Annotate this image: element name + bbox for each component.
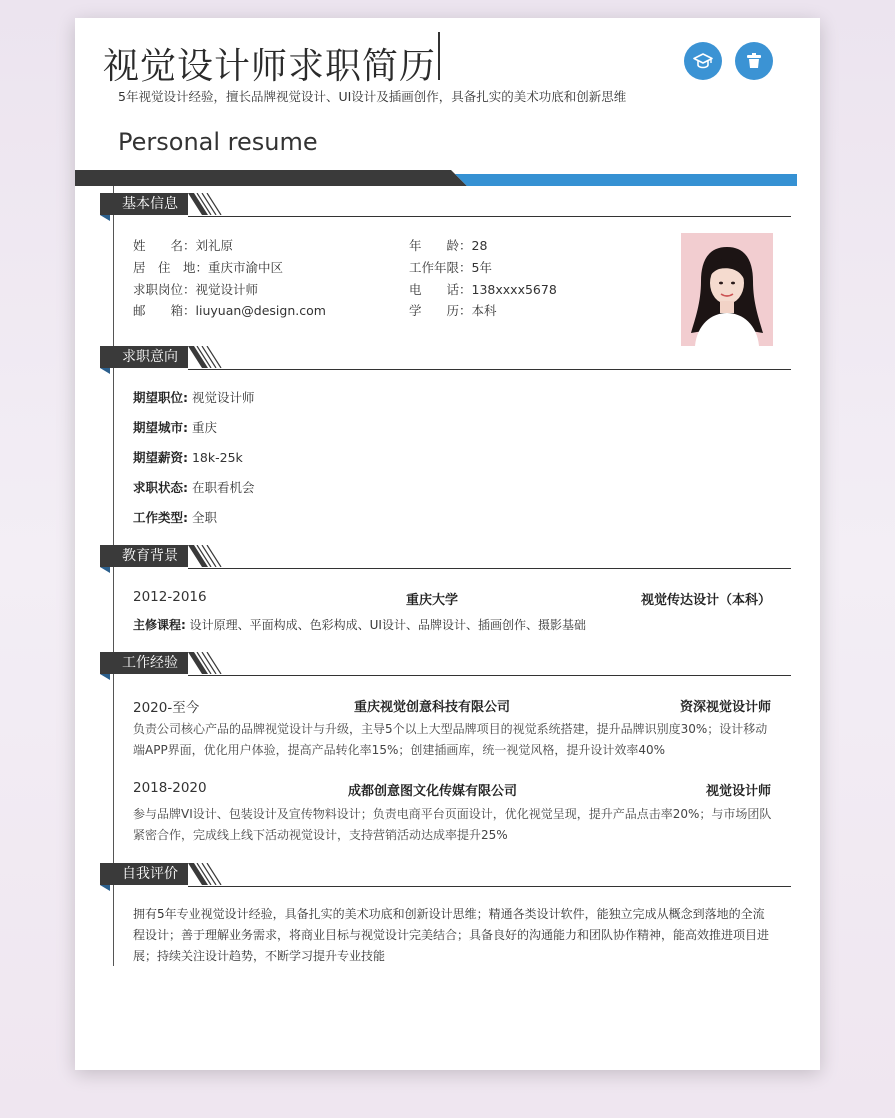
work-role: 资深视觉设计师	[680, 700, 772, 715]
section-title: 工作经验	[100, 652, 188, 674]
field-value: 重庆市渝中区	[208, 260, 284, 275]
intent-row	[133, 448, 243, 466]
field-label: 主修课程:	[133, 618, 186, 632]
edu-courses-row	[133, 616, 586, 633]
field-label: 工作类型:	[133, 510, 188, 525]
field-value: 本科	[471, 303, 497, 318]
field-value: 在职看机会	[191, 480, 255, 495]
section-rule	[188, 568, 791, 569]
section-title: 自我评价	[100, 863, 188, 885]
section-stripes	[188, 545, 228, 567]
work-period: 2020-至今	[133, 700, 200, 716]
field-value: 设计原理、平面构成、色彩构成、UI设计、品牌设计、插画创作、摄影基础	[189, 618, 586, 632]
field-value: 28	[471, 238, 488, 253]
work-period: 2018-2020	[133, 780, 207, 796]
basic-position-row	[133, 280, 258, 298]
field-value: 18k-25k	[191, 450, 243, 465]
resume-title: 视觉设计师求职简历	[103, 46, 437, 87]
section-stripes	[188, 346, 228, 368]
intent-row	[133, 388, 255, 406]
profile-photo	[681, 233, 773, 346]
edu-major: 视觉传达设计（本科）	[641, 593, 772, 608]
work-company: 成都创意图文化传媒有限公司	[348, 784, 518, 799]
field-label: 邮 箱：	[133, 303, 196, 318]
intent-row	[133, 478, 255, 496]
field-value: liuyuan@design.com	[195, 303, 326, 318]
field-label: 姓 名：	[133, 238, 196, 253]
graduation-cap-icon[interactable]	[684, 42, 722, 80]
field-label: 期望职位:	[133, 390, 188, 405]
section-tab-fold	[100, 885, 110, 891]
section-header-intent	[100, 346, 791, 370]
section-title: 教育背景	[100, 545, 188, 567]
section-header-education	[100, 545, 791, 569]
section-stripes	[188, 652, 228, 674]
section-header-work	[100, 652, 791, 676]
section-rule	[188, 369, 791, 370]
basic-degree-row	[409, 301, 497, 319]
edu-period: 2012-2016	[133, 589, 207, 605]
field-label: 居 住 地：	[133, 260, 209, 275]
section-title: 求职意向	[100, 346, 188, 368]
work-description: 负责公司核心产品的品牌视觉设计与升级，主导5个以上大型品牌项目的视觉系统搭建，提升品牌识别度30%；设计移动端APP界面，优化用户体验，提高产品转化率15%；创建插画库，统一视觉风格，提升设计效率40%	[133, 722, 768, 757]
field-label: 求职状态:	[133, 480, 188, 495]
work-company: 重庆视觉创意科技有限公司	[354, 700, 511, 715]
field-value: 5年	[471, 260, 492, 275]
header-band-dark	[75, 170, 467, 186]
field-value: 138xxxx5678	[471, 282, 557, 297]
basic-email-row	[133, 301, 326, 319]
timeline-line	[113, 186, 114, 966]
resume-page	[75, 18, 820, 1070]
section-title: 基本信息	[100, 193, 188, 215]
resume-english-title: Personal resume	[118, 128, 318, 156]
work-role: 视觉设计师	[706, 784, 772, 799]
field-value: 刘礼原	[195, 238, 234, 253]
basic-name-row	[133, 236, 233, 254]
intent-row	[133, 508, 217, 526]
section-rule	[188, 886, 791, 887]
field-value: 全职	[191, 510, 217, 525]
section-header-basic	[100, 193, 791, 217]
field-label: 电 话：	[409, 282, 472, 297]
section-header-self	[100, 863, 791, 887]
field-label: 求职岗位：	[133, 282, 196, 297]
field-label: 学 历：	[409, 303, 472, 318]
field-label: 期望城市:	[133, 420, 188, 435]
section-stripes	[188, 193, 228, 215]
field-label: 工作年限：	[409, 260, 472, 275]
basic-phone-row	[409, 280, 557, 298]
edu-school: 重庆大学	[406, 593, 459, 608]
basic-age-row	[409, 236, 487, 254]
section-stripes	[188, 863, 228, 885]
field-value: 视觉设计师	[195, 282, 259, 297]
section-rule	[188, 675, 791, 676]
self-evaluation: 拥有5年专业视觉设计经验，具备扎实的美术功底和创新设计思维；精通各类设计软件，能独立完成从概念到落地的全流程设计；善于理解业务需求，将商业目标与视觉设计完美结合；具备良好的沟通能力和团队协作精神，能高效推进项目进展；持续关注设计趋势，不断学习提升专业技能	[133, 907, 770, 963]
section-tab-fold	[100, 215, 110, 221]
basic-residence-row	[133, 258, 283, 276]
section-rule	[188, 216, 791, 217]
trash-icon[interactable]	[735, 42, 773, 80]
title-divider	[438, 32, 440, 80]
field-value: 重庆	[191, 420, 217, 435]
header-band-blue	[455, 174, 797, 186]
work-description: 参与品牌VI设计、包装设计及宣传物料设计；负责电商平台页面设计，优化视觉呈现，提升产品点击率20%；与市场团队紧密合作，完成线上线下活动视觉设计，支持营销活动达成率提升25%	[133, 807, 772, 842]
intent-row	[133, 418, 217, 436]
section-tab-fold	[100, 567, 110, 573]
field-label: 期望薪资:	[133, 450, 188, 465]
field-label: 年 龄：	[409, 238, 472, 253]
section-tab-fold	[100, 368, 110, 374]
basic-years-row	[409, 258, 492, 276]
section-tab-fold	[100, 674, 110, 680]
resume-subtitle: 5年视觉设计经验，擅长品牌视觉设计、UI设计及插画创作，具备扎实的美术功底和创新思维	[118, 89, 627, 104]
field-value: 视觉设计师	[191, 390, 255, 405]
